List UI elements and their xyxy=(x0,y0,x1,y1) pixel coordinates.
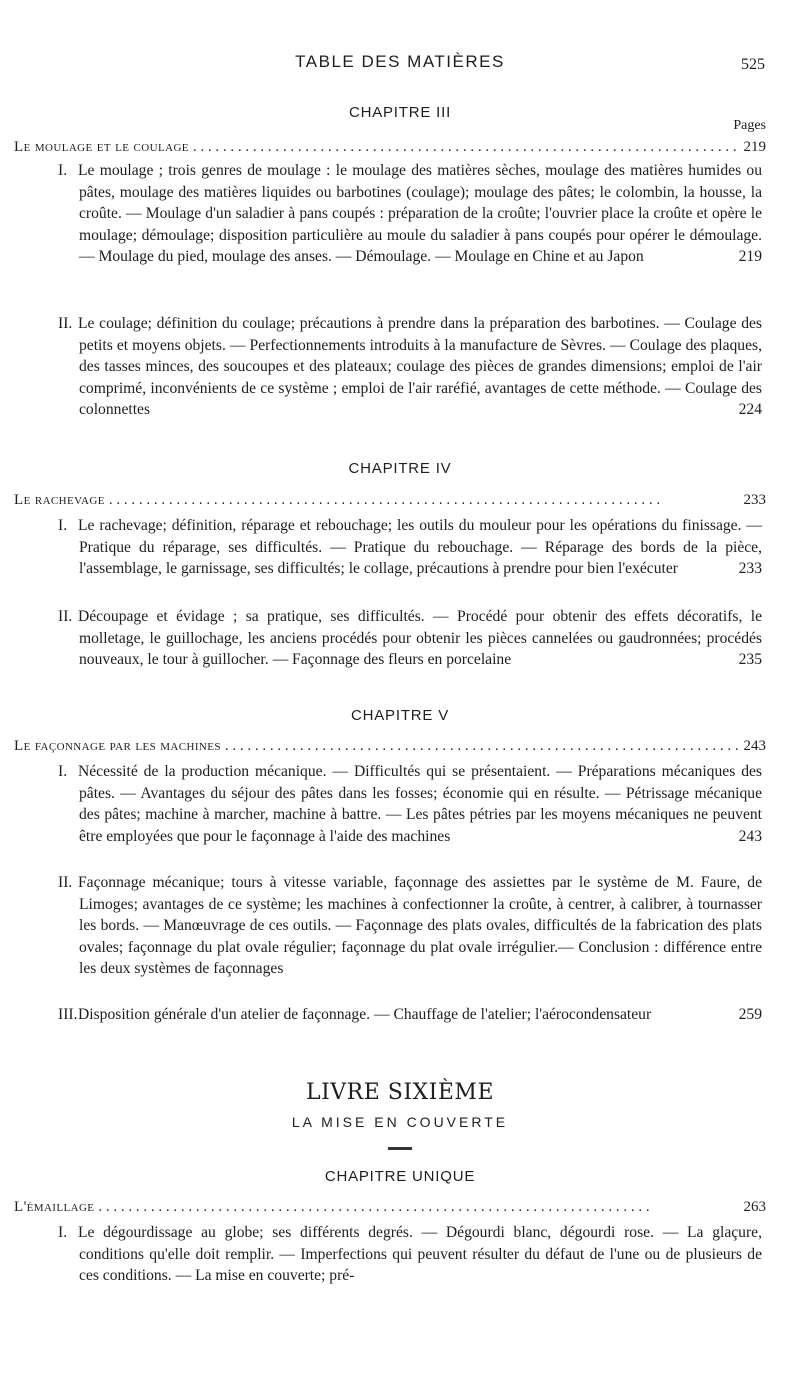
book-title: LIVRE SIXIÈME xyxy=(305,1080,495,1105)
entry-title: Le rachevage xyxy=(14,492,105,508)
section-number: I. xyxy=(58,1224,68,1241)
entry-title: Le moulage et le coulage xyxy=(14,139,189,155)
toc-entry xyxy=(14,492,766,514)
chapter-heading: CHAPITRE UNIQUE xyxy=(324,1168,476,1185)
toc-section xyxy=(58,1222,762,1287)
section-page: 243 xyxy=(738,827,762,845)
section-number: II. xyxy=(58,874,73,891)
toc-section xyxy=(58,872,762,980)
section-number: I. xyxy=(58,162,68,179)
dot-leader xyxy=(109,492,740,509)
section-number: I. xyxy=(58,763,68,780)
toc-section xyxy=(58,515,762,580)
section-text: Nécessité de la production mécanique. — Difficultés qui se présentaient. — Préparations mécaniques des pâtes. — Avantages du séjour des pâtes dans les fosses; économie qui en résulte. — Pétrissage mécanique des pâtes; machine à marcher, machine à battre. — Les pâtes pétries par les moyens mécaniques ne peuvent être employées que pour le façonnage à l'aide des machines xyxy=(78,763,762,845)
entry-title: Le façonnage par les machines xyxy=(14,738,221,754)
toc-entry xyxy=(14,1199,766,1221)
section-text: Le rachevage; définition, réparage et rebouchage; les outils du mouleur pour les opérations du finissage. — Pratique du réparage, ses difficultés. — Pratique du rebouchage. — Réparage des bords de la pièce, l'assemblage, le garnissage, ses difficultés; le collage, précautions à prendre pour bien l'exécuter xyxy=(78,517,762,578)
section-page: 224 xyxy=(738,401,762,419)
section-text: Le dégourdissage au globe; ses différents degrés. — Dégourdi blanc, dégourdi rose. — La glaçure, conditions qu'elle doit remplir. — Imperfections qui peuvent résulter du défaut de l'une ou de plusieurs de ces conditions. — La mise en couverte; pré- xyxy=(78,1224,762,1285)
entry-page: 219 xyxy=(743,139,766,155)
entry-page: 243 xyxy=(743,738,766,754)
section-text: Découpage et évidage ; sa pratique, ses difficultés. — Procédé pour obtenir des effets décoratifs, le molletage, le guillochage, les anciens procédés pour obtenir les pièces cannelées ou gaudronnées; procédés nouveaux, le tour à guillocher. — Façonnage des fleurs en porcelaine xyxy=(78,608,762,669)
section-number: III. xyxy=(58,1006,78,1023)
section-page: 259 xyxy=(738,1006,762,1023)
toc-section xyxy=(58,606,762,671)
page-number: 525 xyxy=(741,56,765,73)
pages-label: Pages xyxy=(733,118,766,133)
entry-title: L'émaillage xyxy=(14,1199,95,1215)
section-text: Façonnage mécanique; tours à vitesse variable, façonnage des assiettes par le système de M. Faure, de Limoges; avantages de ce système; les machines à confectionner la croûte, à centrer, à calibrer, à tournasser les bords. — Manœuvrage de ces outils. — Façonnage des plats ovales, difficultés de la fabrication des plats ovales; façonnage du plat ovale régulier; façonnage du plat ovale irrégulier.— Conclusion : différence entre les deux systèmes de façonnages xyxy=(78,874,762,978)
entry-page: 233 xyxy=(743,492,766,508)
section-text: Le moulage ; trois genres de moulage : le moulage des matières sèches, moulage des matières humides ou pâtes, moulage des matières liquides ou barbotines (coulage); moulage des pâtes; le colombin, la housse, la croûte. — Moulage d'un saladier à pans coupés : préparation de la croûte; l'ouvrier place la croûte et opère le moulage; démoulage; disposition particulière au moule du saladier à pans coupés pour opérer le démoulage. — Moulage du pied, moulage des anses. — Démoulage. — Moulage en Chine et au Japon xyxy=(78,162,762,266)
divider-rule xyxy=(388,1147,412,1150)
toc-section xyxy=(58,313,762,421)
running-head xyxy=(0,52,800,76)
book-subtitle: LA MISE EN COUVERTE xyxy=(291,1114,509,1130)
section-text: Le coulage; définition du coulage; précautions à prendre dans la préparation des barbotines. — Coulage des petits et moyens objets. — Perfectionnements introduits à la manufacture de Sèvres. — Coulage des plaques, des tasses minces, des soucoupes et des plateaux; coulage des pièces de grandes dimensions; emploi de l'air comprimé, inconvénients de ce système ; emploi de l'air raréfié, avantages de cette méthode. — Coulage des colonnettes xyxy=(78,315,762,419)
page-title: TABLE DES MATIÈRES xyxy=(295,52,505,71)
section-number: I. xyxy=(58,517,68,534)
toc-entry xyxy=(14,139,766,161)
chapter-heading: CHAPITRE V xyxy=(350,707,449,724)
chapter-heading: CHAPITRE III xyxy=(348,104,452,121)
dot-leader xyxy=(225,738,740,755)
section-page: 235 xyxy=(738,651,762,669)
section-text: Disposition générale d'un atelier de façonnage. — Chauffage de l'atelier; l'aérocondensateur xyxy=(78,1006,652,1023)
toc-section xyxy=(58,761,762,847)
toc-entry xyxy=(14,738,766,760)
section-page: 219 xyxy=(738,248,762,266)
section-number: II. xyxy=(58,608,73,625)
dot-leader xyxy=(193,139,740,156)
toc-section xyxy=(58,1004,762,1026)
entry-page: 263 xyxy=(743,1199,766,1215)
section-page: 233 xyxy=(738,560,762,578)
chapter-heading: CHAPITRE IV xyxy=(348,460,452,477)
toc-section xyxy=(58,160,762,268)
section-number: II. xyxy=(58,315,73,332)
dot-leader xyxy=(98,1199,739,1216)
